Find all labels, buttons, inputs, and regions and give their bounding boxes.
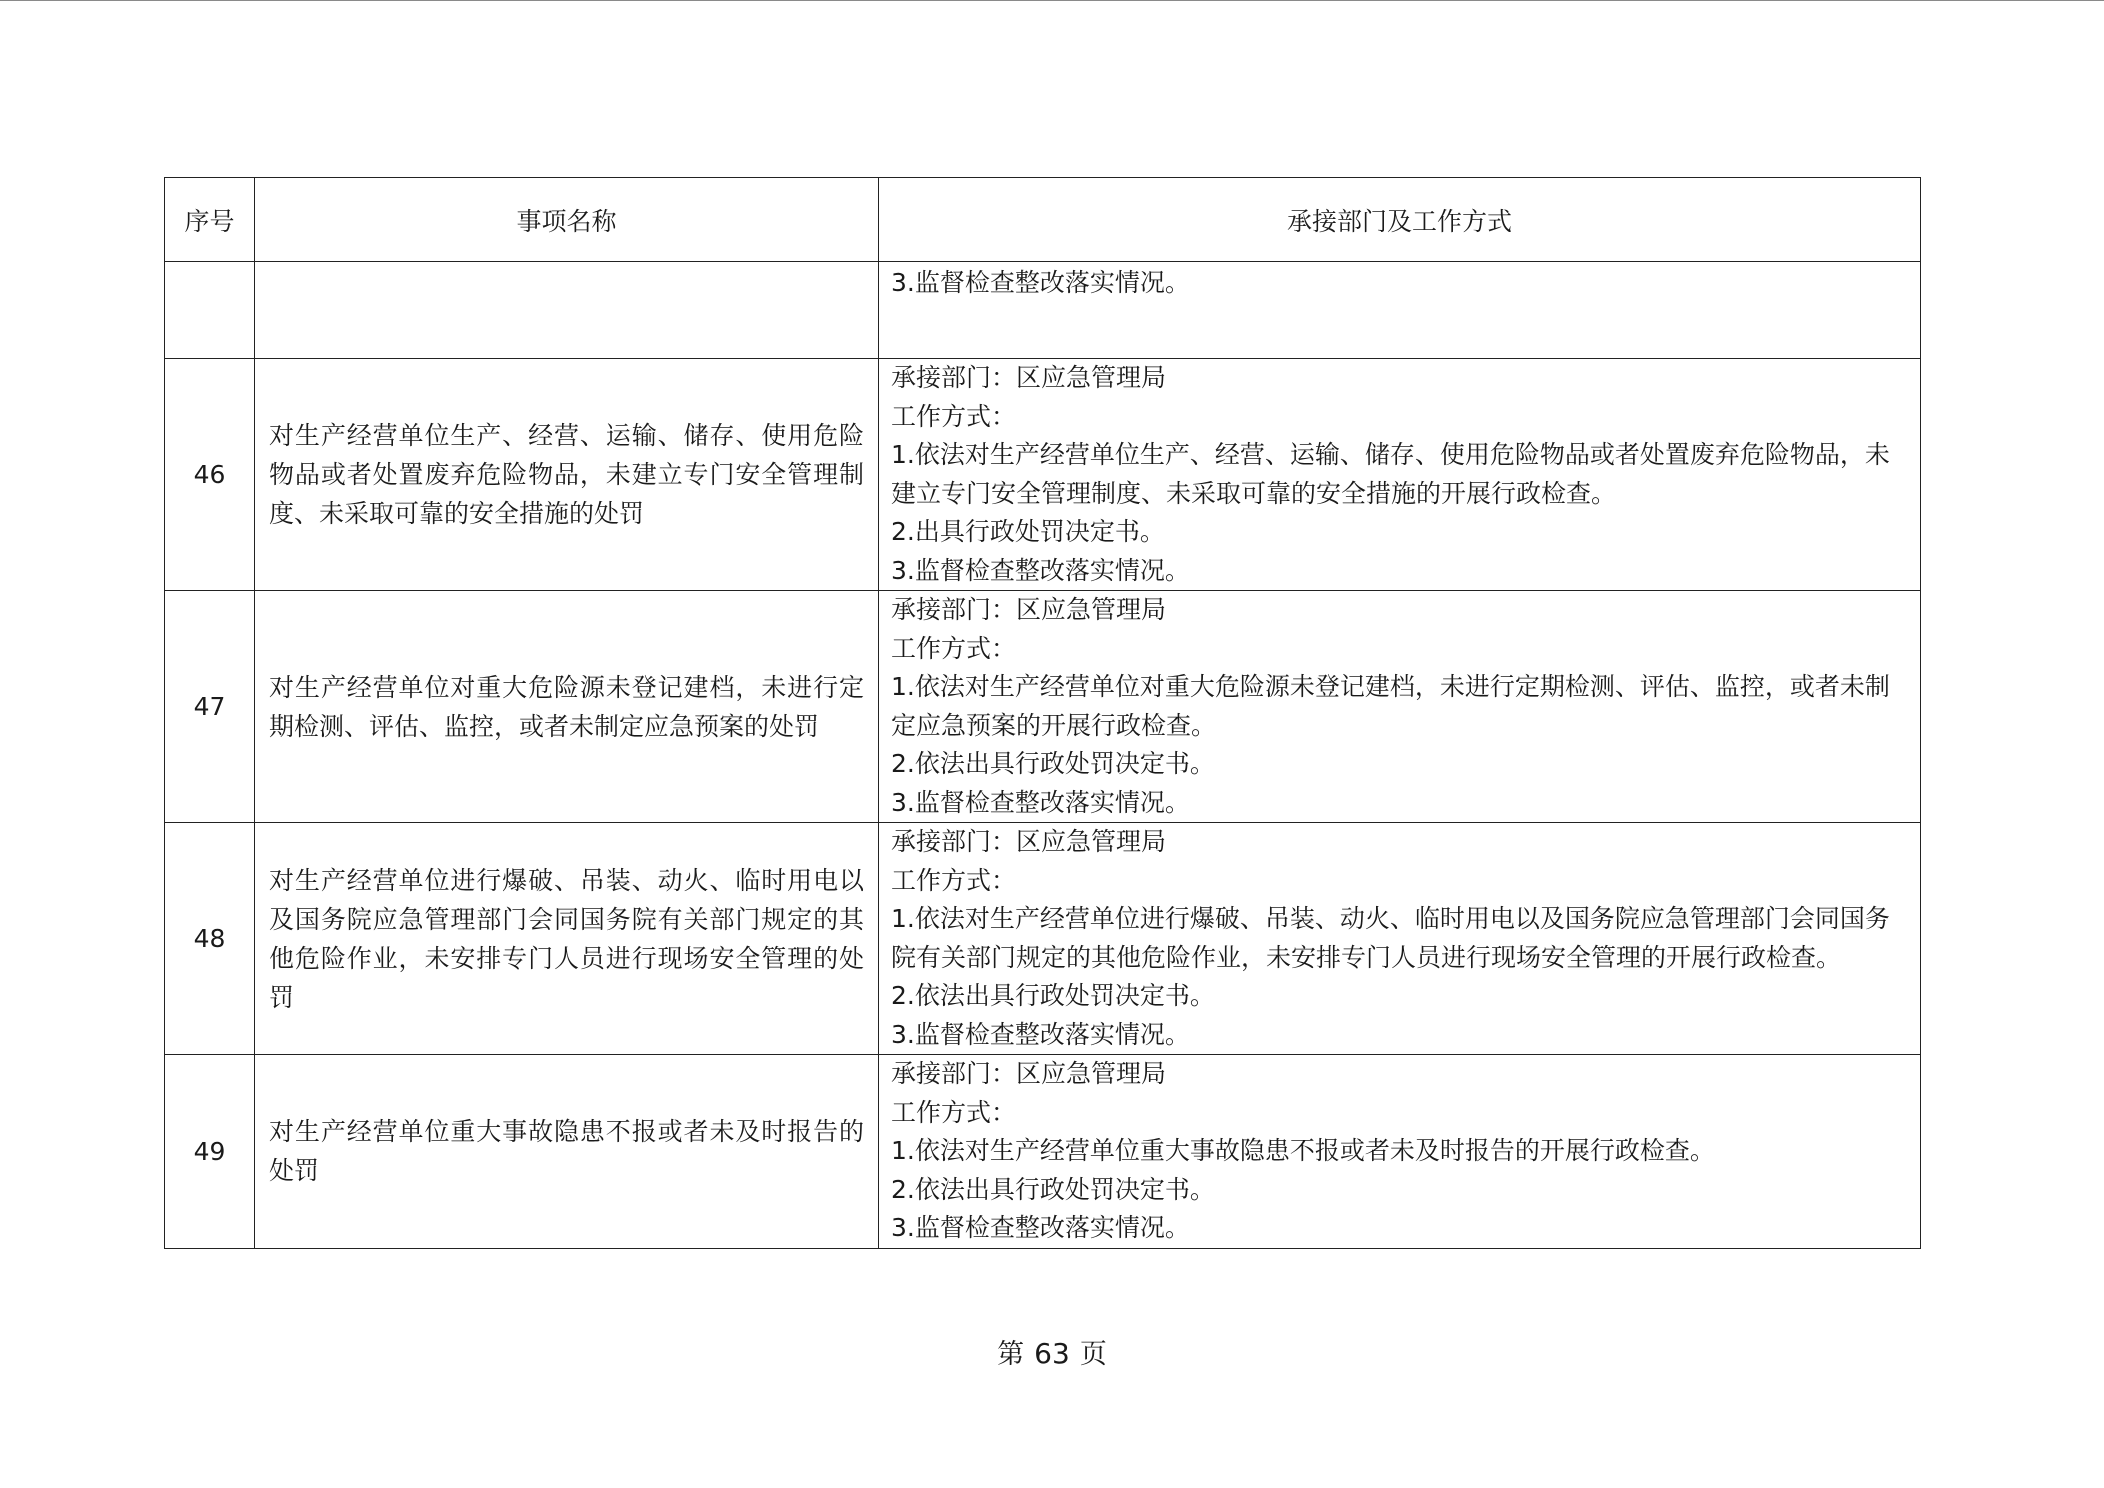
table-row <box>165 823 1921 1055</box>
matters-table <box>164 177 1921 1249</box>
header-seq: 序号 <box>165 178 255 262</box>
page-prefix: 第 <box>997 1339 1025 1370</box>
method-step: 2.出具行政处罚决定书。 <box>891 517 1165 546</box>
cell-matter-name: 对生产经营单位重大事故隐患不报或者未及时报告的处罚 <box>255 1055 879 1249</box>
method-step: 1.依法对生产经营单位生产、经营、运输、储存、使用危险物品或者处置废弃危险物品，未建立专门安全管理制度、未采取可靠的安全措施的开展行政检查。 <box>891 440 1890 508</box>
method-label: 工作方式： <box>891 401 1017 431</box>
dept-line: 承接部门：区应急管理局 <box>891 827 1167 856</box>
method-step: 2.依法出具行政处罚决定书。 <box>891 981 1215 1010</box>
cell-name-empty <box>255 262 879 359</box>
method-step: 3.监督检查整改落实情况。 <box>891 1019 1190 1049</box>
method-step: 3.监督检查整改落实情况。 <box>891 555 1190 585</box>
method-step: 2.依法出具行政处罚决定书。 <box>891 749 1215 778</box>
cell-matter-name: 对生产经营单位对重大危险源未登记建档，未进行定期检测、评估、监控，或者未制定应急预案的处罚 <box>255 591 879 823</box>
table-row-continuation <box>165 262 1921 359</box>
header-dept: 承接部门及工作方式 <box>879 178 1921 262</box>
header-name: 事项名称 <box>255 178 879 262</box>
cell-seq: 48 <box>165 823 255 1055</box>
table-row <box>165 1055 1921 1249</box>
top-border-line <box>0 0 2104 1</box>
dept-line: 3.监督检查整改落实情况。 <box>891 268 1190 297</box>
page-number: 63 <box>1034 1337 1070 1370</box>
method-step: 2.依法出具行政处罚决定书。 <box>891 1174 1215 1204</box>
cell-dept-continuation <box>879 262 1921 359</box>
cell-matter-name: 对生产经营单位生产、经营、运输、储存、使用危险物品或者处置废弃危险物品，未建立专门安全管理制度、未采取可靠的安全措施的处罚 <box>255 359 879 591</box>
cell-seq: 46 <box>165 359 255 591</box>
cell-matter-name: 对生产经营单位进行爆破、吊装、动火、临时用电以及国务院应急管理部门会同国务院有关部门规定的其他危险作业，未安排专门人员进行现场安全管理的处罚 <box>255 823 879 1055</box>
method-step: 1.依法对生产经营单位进行爆破、吊装、动火、临时用电以及国务院应急管理部门会同国务院有关部门规定的其他危险作业，未安排专门人员进行现场安全管理的开展行政检查。 <box>891 904 1890 972</box>
method-label: 工作方式： <box>891 633 1017 663</box>
dept-line: 承接部门：区应急管理局 <box>891 1059 1167 1088</box>
cell-seq: 47 <box>165 591 255 823</box>
method-step: 3.监督检查整改落实情况。 <box>891 1213 1190 1242</box>
method-step: 3.监督检查整改落实情况。 <box>891 787 1190 817</box>
method-label: 工作方式： <box>891 1097 1017 1127</box>
method-label: 工作方式： <box>891 865 1017 895</box>
table-header-row <box>165 178 1921 262</box>
page-footer <box>0 1332 2104 1371</box>
table-row <box>165 359 1921 591</box>
cell-seq: 49 <box>165 1055 255 1249</box>
table-row <box>165 591 1921 823</box>
cell-seq-empty <box>165 262 255 359</box>
cell-dept-method <box>879 1055 1921 1249</box>
dept-line: 承接部门：区应急管理局 <box>891 595 1167 624</box>
cell-dept-method <box>879 359 1921 591</box>
dept-line: 承接部门：区应急管理局 <box>891 363 1167 392</box>
cell-dept-method <box>879 591 1921 823</box>
page-suffix: 页 <box>1079 1339 1107 1370</box>
method-step: 1.依法对生产经营单位重大事故隐患不报或者未及时报告的开展行政检查。 <box>891 1136 1715 1165</box>
method-step: 1.依法对生产经营单位对重大危险源未登记建档，未进行定期检测、评估、监控，或者未制定应急预案的开展行政检查。 <box>891 672 1890 740</box>
cell-dept-method <box>879 823 1921 1055</box>
